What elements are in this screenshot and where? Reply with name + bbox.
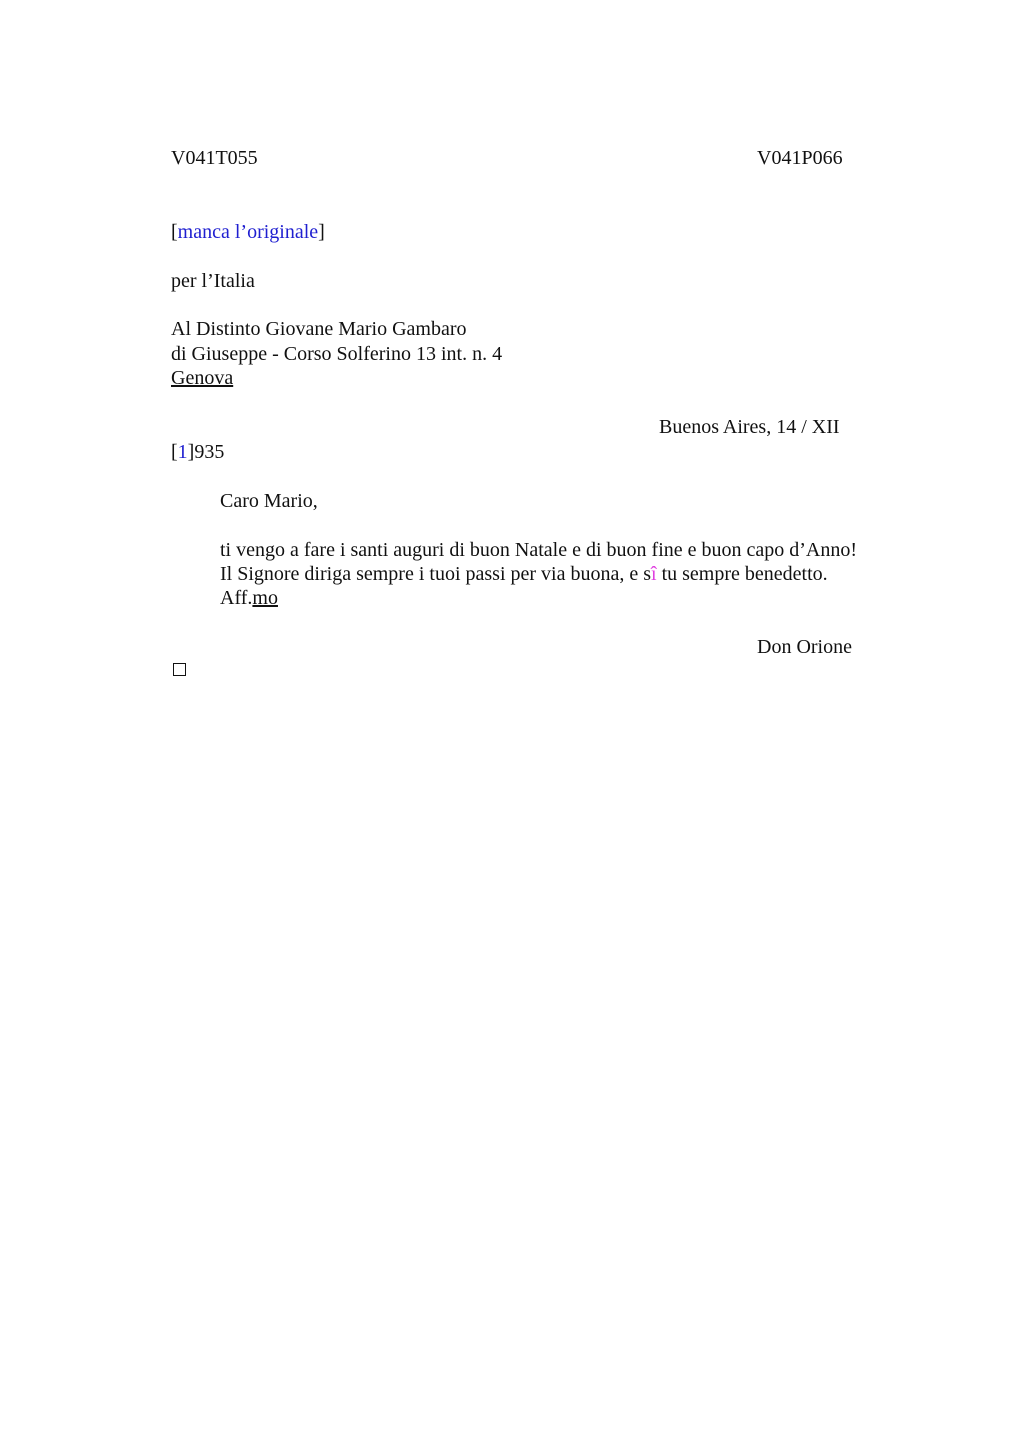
year-bracket-open: [ (171, 441, 178, 463)
year-rest: 935 (194, 441, 225, 463)
body-line-2-end: tu sempre benedetto. (656, 563, 828, 585)
salutation: Caro Mario, (220, 490, 318, 512)
closing-prefix: Aff. (220, 587, 253, 609)
note-text: manca l’originale (177, 221, 319, 243)
address-line-2: di Giuseppe - Corso Solferino 13 int. n. 4 (171, 343, 503, 365)
address-city: Genova (171, 367, 234, 389)
destination: per l’Italia (171, 270, 255, 292)
date-place-day: Buenos Aires, 14 / XII (659, 416, 840, 438)
body-line-2-start: Il Signore diriga sempre i tuoi passi per via buona, e s (220, 563, 652, 585)
document-code-right: V041P066 (757, 147, 843, 169)
body-line-2 (220, 562, 828, 586)
square-mark-icon (173, 663, 186, 676)
body-line-1: ti vengo a fare i santi auguri di buon Natale e di buon fine e buon capo d’Anno! (220, 539, 858, 561)
note-close-bracket: ] (318, 221, 325, 243)
closing (220, 586, 278, 610)
note-open-bracket: [ (171, 221, 178, 243)
year-bracket-close: ] (187, 441, 195, 463)
address-line-1: Al Distinto Giovane Mario Gambaro (171, 318, 467, 340)
closing-suffix: mo (252, 587, 278, 609)
date-year (171, 440, 224, 464)
year-inserted-digit: 1 (177, 441, 188, 463)
signature: Don Orione (757, 636, 852, 658)
correction-mark: î (651, 563, 657, 585)
document-code-left: V041T055 (171, 147, 258, 169)
editorial-note (171, 220, 325, 244)
